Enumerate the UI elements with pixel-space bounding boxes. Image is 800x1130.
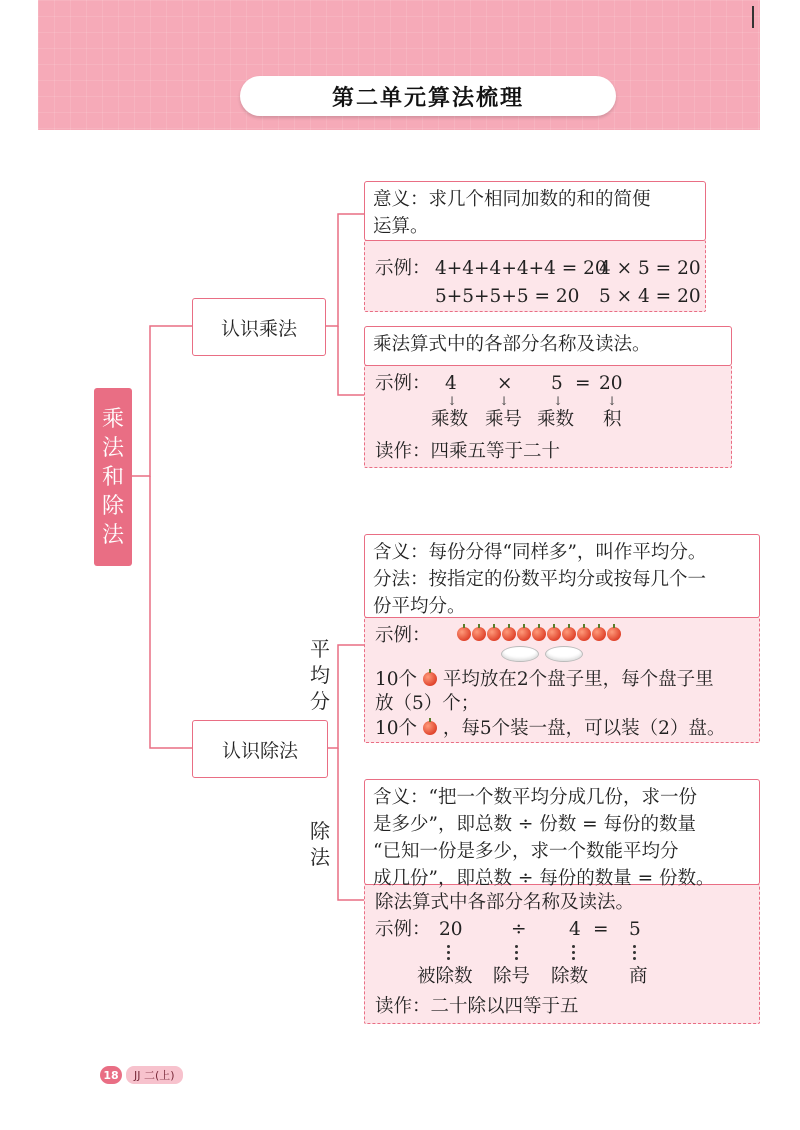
root-char: 除 [101,493,124,519]
apple-icon [487,627,501,641]
definition-line: 成几份”，即总数 ÷ 每份的数量 = 份数。 [373,868,715,889]
part-name: 乘数 [431,409,469,430]
example-sentence [375,715,725,742]
part-name: 被除数 [417,966,473,987]
average-division-definition-box [364,534,760,618]
plate-icon [501,646,539,662]
page-number: 18 [100,1066,122,1084]
label-average-division [310,636,330,714]
addition-expression: 5+5+5+5 = 20 [435,286,580,307]
apple-icon [502,627,516,641]
example-sentence: 放（5）个； [375,693,480,714]
apple-row [457,626,621,640]
parts-title: 除法算式中各部分名称及读法。 [375,892,635,913]
sentence-text: 平均放在2个盘子里，每个盘子里 [442,669,714,690]
dotted-connector [572,945,576,963]
multiplication-meaning-box [364,181,706,241]
root-char: 和 [101,464,124,490]
product: 20 [599,373,623,394]
divisor: 4 [569,919,581,940]
apple-icon [607,627,621,641]
plate-icon [545,646,583,662]
equals-sign: = [593,919,609,940]
factor: 4 [445,373,457,394]
page-title: 第二单元算法梳理 [240,76,616,116]
apple-icon [532,627,546,641]
apple-icon [547,627,561,641]
apple-icon [562,627,576,641]
definition-line: 含义：每份分得“同样多”，叫作平均分。 [373,542,707,563]
dotted-connector [633,945,637,963]
page-footer [100,1066,183,1084]
down-arrow-icon: ↓ [447,394,458,408]
down-arrow-icon: ↓ [553,394,564,408]
root-node-multiplication-and-division [94,388,132,566]
apple-icon [592,627,606,641]
multiplication-expression: 4 × 5 = 20 [599,258,701,279]
parts-title: 乘法算式中的各部分名称及读法。 [373,334,651,355]
plate-row [501,646,583,662]
node-division: 认识除法 [192,720,328,778]
equals-sign: = [575,373,591,394]
apple-icon [472,627,486,641]
multiply-sign: × [497,373,513,394]
reading: 读作：四乘五等于二十 [375,441,561,462]
root-char: 法 [101,522,124,548]
apple-icon [423,721,437,735]
label-char: 法 [310,845,330,869]
definition-line: 含义：“把一个数平均分成几份，求一份 [373,787,697,808]
part-name: 除数 [551,966,589,987]
label-char: 均 [310,663,330,687]
root-char: 法 [101,435,124,461]
meaning-line: 运算。 [373,216,429,237]
part-name: 商 [629,966,648,987]
label-char: 分 [310,689,330,713]
definition-line: 是多少”，即总数 ÷ 份数 = 每份的数量 [373,814,696,835]
quotient: 5 [629,919,641,940]
division-parts-box [364,884,760,1024]
example-label: 示例： [375,373,431,394]
part-name: 乘数 [537,409,575,430]
factor: 5 [551,373,563,394]
definition-line: 分法：按指定的份数平均分或按每几个一 [373,569,707,590]
sentence-text: ，每5个装一盘，可以装（2）盘。 [442,718,726,739]
sentence-text: 10个 [375,718,418,739]
apple-icon [423,672,437,686]
example-label: 示例： [375,919,431,940]
down-arrow-icon: ↓ [499,394,510,408]
definition-line: “已知一份是多少，求一个数能平均分 [373,841,679,862]
example-label: 示例： [375,258,431,279]
definition-line: 份平均分。 [373,596,466,617]
apple-icon [577,627,591,641]
multiplication-example-box [364,240,706,312]
sentence-text: 10个 [375,669,418,690]
root-char: 乘 [101,406,124,432]
down-arrow-icon: ↓ [607,394,618,408]
multiplication-expression: 5 × 4 = 20 [599,286,701,307]
part-name: 乘号 [485,409,523,430]
example-label: 示例： [375,625,431,646]
book-tag: JJ 二(上) [126,1066,183,1084]
multiplication-parts-title-box [364,326,732,366]
reading: 读作：二十除以四等于五 [375,996,579,1017]
multiplication-parts-example-box [364,365,732,468]
part-name: 积 [603,409,622,430]
example-sentence [375,666,714,693]
addition-expression: 4+4+4+4+4 = 20 [435,258,607,279]
node-multiplication: 认识乘法 [192,298,326,356]
label-division [310,818,330,870]
dotted-connector [515,945,519,963]
divide-sign: ÷ [511,919,527,940]
label-char: 平 [310,637,330,661]
part-name: 除号 [493,966,531,987]
average-division-example-box [364,617,760,743]
division-definition-box [364,779,760,889]
apple-icon [457,627,471,641]
label-char: 除 [310,819,330,843]
dotted-connector [447,945,451,963]
meaning-line: 意义：求几个相同加数的和的简便 [373,189,651,210]
dividend: 20 [439,919,463,940]
apple-icon [517,627,531,641]
